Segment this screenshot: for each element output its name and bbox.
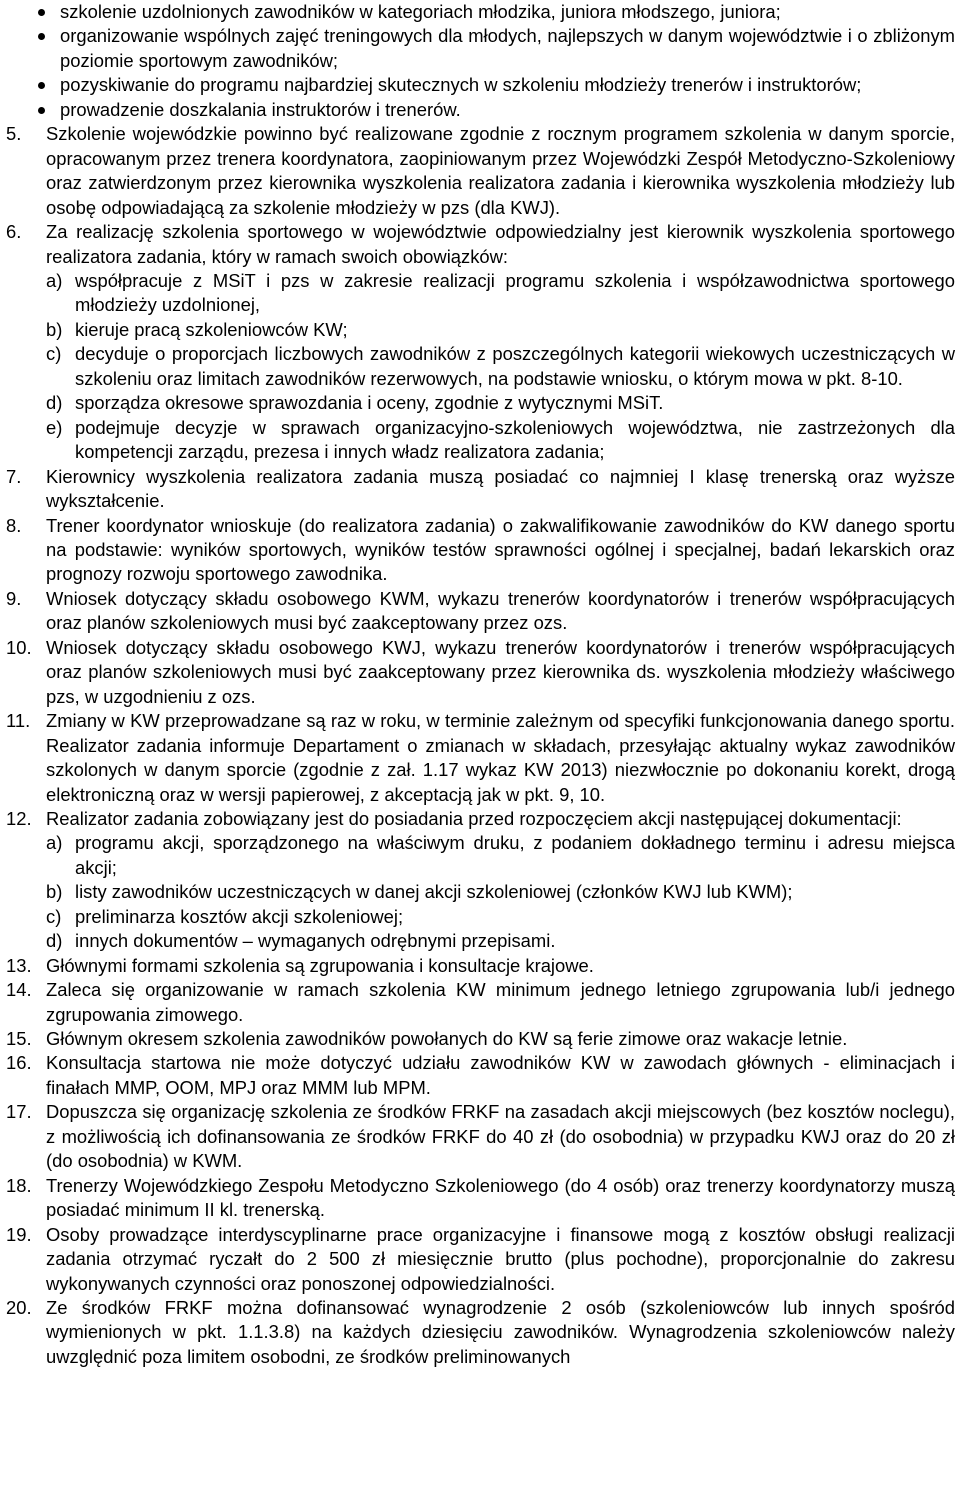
sub-item	[46, 416, 955, 465]
item-text: Konsultacja startowa nie może dotyczyć udziału zawodników KW w zawodach głównych - eliminacjach i finałach MMP, OOM, MPJ oraz MMM lub MPM.	[46, 1052, 955, 1098]
sub-item	[46, 880, 955, 904]
sub-list	[46, 831, 955, 953]
item-number: 12.	[6, 807, 32, 829]
bullet-item	[6, 24, 955, 73]
item-number: 7.	[6, 465, 22, 487]
item-number: 20.	[6, 1297, 32, 1319]
bullet-dot-icon	[38, 9, 45, 16]
numbered-item	[6, 1051, 955, 1100]
numbered-item	[6, 807, 955, 954]
sub-item-text: kieruje pracą szkoleniowców KW;	[75, 318, 348, 340]
sub-item-label: c)	[46, 343, 62, 365]
sub-item-label: d)	[46, 392, 63, 414]
item-text: Wniosek dotyczący składu osobowego KWM, wykazu trenerów koordynatorów i trenerów współpracujących oraz planów szkoleniowych musi być zaakceptowany przez ozs.	[46, 587, 955, 634]
item-text: Za realizację szkolenia sportowego w województwie odpowiedzialny jest kierownik wyszkolenia sportowego realizatora zadania, który w ramach swoich obowiązków:	[46, 221, 955, 267]
bullet-text: szkolenie uzdolnionych zawodników w kategoriach młodzika, juniora młodszego, juniora;	[60, 1, 781, 22]
item-number: 17.	[6, 1101, 32, 1123]
item-number: 19.	[6, 1223, 32, 1245]
item-text: Dopuszcza się organizację szkolenia ze środków FRKF na zasadach akcji miejscowych (bez kosztów noclegu), z możliwością ich dofinansowania ze środków FRKF do 40 zł (do osobodnia) w przypadku KWJ oraz do 20 zł (do osobodnia) w KWM.	[46, 1101, 955, 1172]
item-number: 15.	[6, 1028, 32, 1050]
bullet-text: prowadzenie doszkalania instruktorów i trenerów.	[60, 98, 461, 120]
item-number: 9.	[6, 587, 22, 609]
item-number: 8.	[6, 514, 22, 536]
sub-item	[46, 342, 955, 391]
bullet-list	[6, 0, 955, 122]
numbered-item	[6, 465, 955, 514]
sub-item-label: d)	[46, 930, 63, 952]
sub-item-label: b)	[46, 318, 63, 340]
bullet-dot-icon	[38, 82, 45, 89]
sub-item-text: decyduje o proporcjach liczbowych zawodników z poszczególnych kategorii wiekowych uczestniczących w szkoleniu oraz limitach zawodników rezerwowych, na podstawie wniosku, o którym mowa w pkt. 8-10.	[75, 343, 955, 389]
sub-item	[46, 831, 955, 880]
item-number: 14.	[6, 979, 32, 1001]
item-text: Wniosek dotyczący składu osobowego KWJ, wykazu trenerów koordynatorów i trenerów współpracujących oraz planów szkoleniowych musi być zaakceptowany przez kierownika ds. wyszkolenia młodzieży właściwego pzs, w uzgodnieniu z ozs.	[46, 636, 955, 707]
numbered-item	[6, 709, 955, 807]
numbered-item	[6, 122, 955, 220]
sub-item-text: podejmuje decyzje w sprawach organizacyjno-szkoleniowych województwa, nie zastrzeżonych dla kompetencji zarządu, prezesa i innych władz realizatora zadania;	[75, 416, 955, 463]
sub-item-text: programu akcji, sporządzonego na właściwym druku, z podaniem dokładnego terminu i adresu miejsca akcji;	[75, 832, 955, 878]
sub-item-text: listy zawodników uczestniczących w danej akcji szkoleniowej (członków KWJ lub KWM);	[75, 881, 793, 903]
numbered-item	[6, 954, 955, 978]
numbered-item	[6, 1296, 955, 1369]
bullet-text: pozyskiwanie do programu najbardziej skutecznych w szkoleniu młodzieży trenerów i instruktorów;	[60, 74, 862, 96]
item-text: Ze środków FRKF można dofinansować wynagrodzenie 2 osób (szkoleniowców lub innych spośród wymienionych w pkt. 1.1.3.8) na każdych dziesięciu zawodników. Wynagrodzenia szkoleniowców należy uwzględnić poza limitem osobodni, ze środków preliminowanych	[46, 1297, 955, 1367]
sub-item	[46, 269, 955, 318]
numbered-item	[6, 1174, 955, 1223]
numbered-item	[6, 636, 955, 709]
numbered-item	[6, 220, 955, 465]
bullet-text: organizowanie wspólnych zajęć treningowych dla młodych, najlepszych w danym województwie i o zbliżonym poziomie sportowym zawodników;	[60, 25, 955, 71]
sub-item	[46, 905, 955, 929]
item-text: Trenerzy Wojewódzkiego Zespołu Metodyczno Szkoleniowego (do 4 osób) oraz trenerzy koordynatorzy muszą posiadać minimum II kl. trenerską.	[46, 1174, 955, 1221]
sub-item-label: b)	[46, 881, 63, 903]
bullet-item	[6, 73, 955, 97]
item-number: 5.	[6, 123, 22, 145]
numbered-item	[6, 1100, 955, 1173]
sub-item	[46, 929, 955, 953]
item-text: Zmiany w KW przeprowadzane są raz w roku, w terminie zależnym od specyfiki funkcjonowania danego sportu. Realizator zadania informuje Departament o zmianach w składach, przesyłając aktualny wykaz zawodników szkolonych w danym sporcie (zgodnie z zał. 1.17 wykaz KW 2013) niezwłocznie po dokonaniu korekt, drogą elektroniczną oraz w wersji papierowej, z akceptacją jak w pkt. 9, 10.	[46, 710, 955, 805]
numbered-item	[6, 978, 955, 1027]
item-text: Głównym okresem szkolenia zawodników powołanych do KW są ferie zimowe oraz wakacje letnie.	[46, 1028, 848, 1050]
item-text: Osoby prowadzące interdyscyplinarne prace organizacyjne i finansowe mogą z kosztów obsługi realizacji zadania otrzymać ryczałt do 2 500 zł miesięcznie brutto (plus pochodne), proporcjonalnie do zakresu wykonywanych czynności oraz ponoszonej odpowiedzialności.	[46, 1223, 955, 1294]
sub-list	[46, 269, 955, 465]
sub-item-label: c)	[46, 905, 62, 927]
item-text: Zaleca się organizowanie w ramach szkolenia KW minimum jednego letniego zgrupowania lub/i jednego zgrupowania zimowego.	[46, 979, 955, 1025]
bullet-item	[6, 0, 955, 24]
item-text: Kierownicy wyszkolenia realizatora zadania muszą posiadać co najmniej I klasę trenerską oraz wyższe wykształcenie.	[46, 465, 955, 512]
item-number: 13.	[6, 954, 32, 976]
sub-item-label: a)	[46, 832, 63, 854]
numbered-list	[6, 122, 955, 1369]
sub-item-text: sporządza okresowe sprawozdania i oceny, zgodnie z wytycznymi MSiT.	[75, 392, 664, 414]
numbered-item	[6, 1223, 955, 1296]
numbered-item	[6, 1027, 955, 1051]
bullet-dot-icon	[38, 33, 45, 40]
item-number: 6.	[6, 221, 22, 243]
numbered-item	[6, 514, 955, 587]
sub-item-label: e)	[46, 416, 63, 438]
item-number: 16.	[6, 1052, 32, 1074]
item-text: Szkolenie wojewódzkie powinno być realizowane zgodnie z rocznym programem szkolenia w danym sporcie, opracowanym przez trenera koordynatora, zaopiniowanym przez Wojewódzki Zespół Metodyczno-Szkoleniowy oraz zatwierdzonym przez kierownika wyszkolenia realizatora zadania i kierownika wyszkolenia młodzieży lub osobę odpowiadającą za szkolenie młodzieży w pzs (dla KWJ).	[46, 123, 955, 218]
sub-item-text: współpracuje z MSiT i pzs w zakresie realizacji programu szkolenia i współzawodnictwa sportowego młodzieży uzdolnionej,	[75, 269, 955, 316]
item-number: 11.	[6, 710, 31, 732]
sub-item-label: a)	[46, 269, 63, 291]
sub-item	[46, 391, 955, 415]
item-text: Trener koordynator wnioskuje (do realizatora zadania) o zakwalifikowanie zawodników do KW danego sportu na podstawie: wyników sportowych, wyników testów sprawności ogólnej i specjalnej, badań lekarskich oraz prognozy rozwoju sportowego zawodnika.	[46, 514, 955, 585]
bullet-dot-icon	[38, 107, 45, 114]
item-text: Realizator zadania zobowiązany jest do posiadania przed rozpoczęciem akcji następującej dokumentacji:	[46, 807, 902, 829]
sub-item-text: preliminarza kosztów akcji szkoleniowej;	[75, 905, 404, 927]
item-number: 10.	[6, 636, 32, 658]
numbered-item	[6, 587, 955, 636]
item-number: 18.	[6, 1174, 32, 1196]
sub-item	[46, 318, 955, 342]
sub-item-text: innych dokumentów – wymaganych odrębnymi przepisami.	[75, 930, 556, 952]
bullet-item	[6, 98, 955, 122]
item-text: Głównymi formami szkolenia są zgrupowania i konsultacje krajowe.	[46, 954, 594, 976]
